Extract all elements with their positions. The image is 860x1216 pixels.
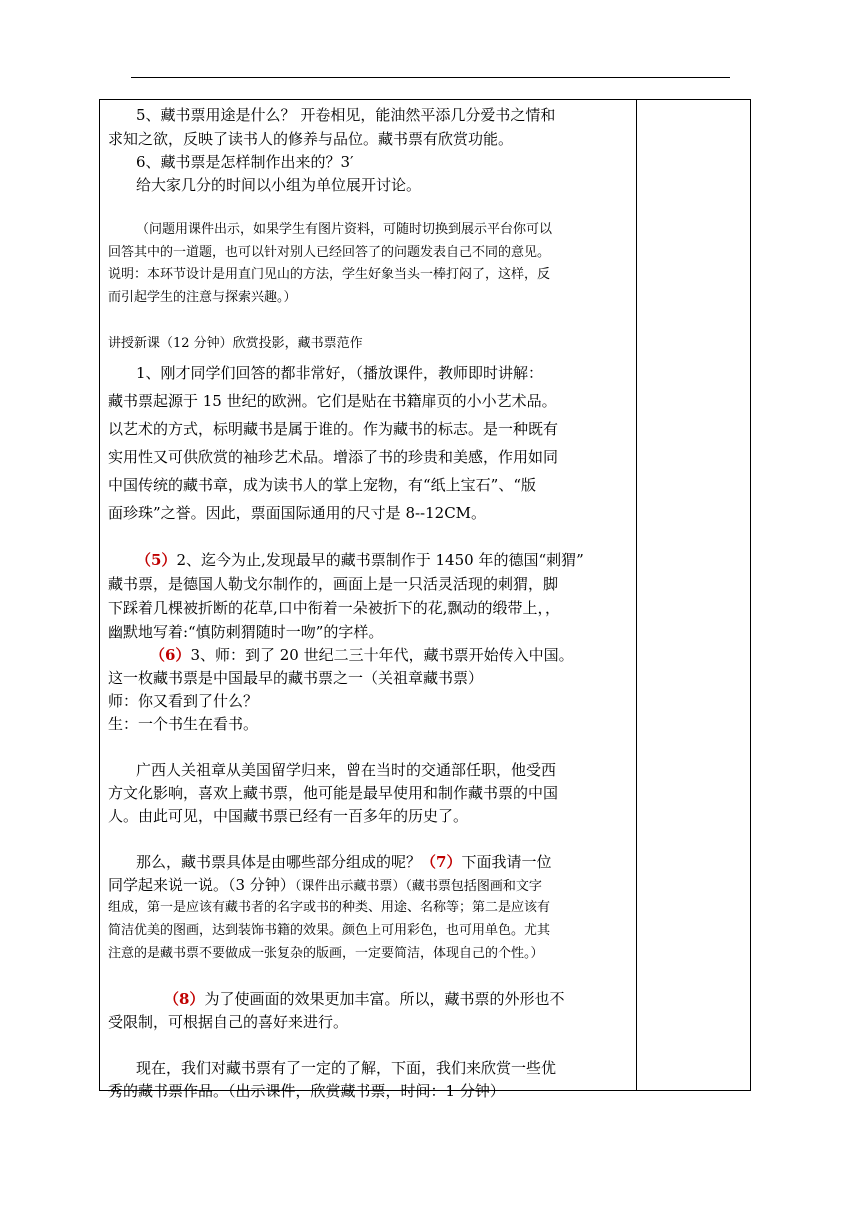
step-marker: （6） [150, 646, 191, 664]
text-line [108, 921, 550, 941]
text-run: 2、迄今为止,发现最早的藏书票制作于 1450 年的德国“刺猬” [176, 551, 584, 569]
text-run: 藏书票起源于 15 世纪的欧洲。它们是贴在书籍扉页的小小艺术品。 [108, 392, 557, 410]
text-line [136, 760, 556, 780]
text-run: 中国传统的藏书章，成为读书人的掌上宠物，有“纸上宝石”、“版 [108, 476, 537, 494]
text-line [108, 598, 560, 618]
header-rule [131, 77, 730, 78]
text-line [150, 645, 574, 665]
text-line [108, 668, 483, 688]
text-line [136, 105, 555, 125]
text-run: 方文化影响，喜欢上藏书票，他可能是最早使用和制作藏书票的中国 [108, 784, 559, 802]
text-run: 受限制，可根据自己的喜好来进行。 [108, 1013, 349, 1031]
text-line [108, 574, 558, 594]
text-line [136, 175, 421, 195]
table-column-divider [636, 99, 637, 1091]
text-line [108, 129, 513, 149]
text-run: 而引起学生的注意与探索兴趣。） [108, 290, 297, 305]
text-line [136, 363, 543, 383]
step-marker: （7） [421, 853, 462, 871]
text-line [108, 447, 558, 467]
step-marker: （8） [164, 990, 205, 1008]
text-line [136, 550, 584, 570]
text-line [108, 288, 297, 308]
text-run: 面珍珠”之誉。因此，票面国际通用的尺寸是 8--12CM。 [108, 504, 487, 522]
text-run: 5、藏书票用途是什么？ 开卷相见，能油然平添几分爱书之情和 [136, 106, 556, 124]
text-line [164, 989, 564, 1009]
text-run: 下面我请一位 [461, 853, 552, 871]
text-line [136, 152, 354, 172]
text-run: 说明：本环节设计是用直门见山的方法，学生好象当头一棒打闷了，这样，反 [108, 267, 551, 282]
text-line [108, 334, 363, 354]
text-line [108, 419, 558, 439]
text-run: 以艺术的方式，标明藏书是属于谁的。作为藏书的标志。是一种既有 [108, 420, 559, 438]
text-line [108, 1012, 348, 1032]
text-run: 3、师：到了 20 世纪二三十年代，藏书票开始传入中国。 [190, 646, 574, 664]
text-line [108, 391, 557, 411]
text-run: 为了使画面的效果更加丰富。所以，藏书票的外形也不 [204, 990, 565, 1008]
text-run: 给大家几分的时间以小组为单位展开讨论。 [136, 176, 422, 194]
text-line [136, 220, 552, 240]
text-run: （课件出示藏书票）（藏书票包括图画和文字 [294, 879, 542, 894]
text-run: 简洁优美的图画，达到装饰书籍的效果。颜色上可用彩色，也可用单色。尤其 [108, 923, 551, 938]
text-line [108, 622, 383, 642]
text-line [136, 1058, 556, 1078]
text-run: 这一枚藏书票是中国最早的藏书票之一（关祖章藏书票） [108, 669, 484, 687]
text-run: 师：你又看到了什么？ [108, 692, 259, 710]
text-line [108, 898, 550, 918]
text-run: 秀的藏书票作品。（出示课件，欣赏藏书票，时间：1 分钟） [108, 1082, 505, 1100]
text-line [108, 503, 486, 523]
text-line [136, 852, 551, 872]
text-run: 现在，我们对藏书票有了一定的了解，下面，我们来欣赏一些优 [136, 1059, 557, 1077]
step-marker: （5） [136, 551, 177, 569]
text-run: 回答其中的一道题，也可以针对别人已经回答了的问题发表自己不同的意见。 [108, 245, 551, 260]
text-run: 同学起来说一说。（3 分钟） [108, 876, 295, 894]
text-line [108, 265, 550, 285]
text-run: 注意的是藏书票不要做成一张复杂的版画，一定要简洁，体现自己的个性。） [108, 946, 544, 961]
text-run: 广西人关祖章从美国留学归来，曾在当时的交通部任职，他受西 [136, 761, 557, 779]
text-line [108, 714, 258, 734]
text-run: 那么，藏书票具体是由哪些部分组成的呢？ [136, 853, 422, 871]
text-line [108, 691, 258, 711]
text-run: 人。由此可见，中国藏书票已经有一百多年的历史了。 [108, 807, 469, 825]
text-run: 藏书票，是德国人勒戈尔制作的，画面上是一只活灵活现的刺猬，脚 [108, 575, 559, 593]
text-run: 讲授新课（12 分钟）欣赏投影，藏书票范作 [108, 336, 363, 351]
text-line [108, 783, 558, 803]
text-run: 幽默地写着:“慎防刺猬随时一吻”的字样。 [108, 623, 384, 641]
text-line [108, 1081, 505, 1101]
text-line [108, 875, 542, 897]
text-line [108, 806, 468, 826]
text-run: 下踩着几棵被折断的花草,口中衔着一朵被折下的花,飘动的缎带上，， [108, 599, 561, 617]
text-run: 实用性又可供欣赏的袖珍艺术品。增添了书的珍贵和美感，作用如同 [108, 448, 559, 466]
text-run: 1、刚才同学们回答的都非常好，（播放课件，教师即时讲解： [136, 364, 544, 382]
text-line [108, 944, 544, 964]
text-line [108, 243, 550, 263]
text-run: （问题用课件出示，如果学生有图片资料，可随时切换到展示平台你可以 [136, 222, 553, 237]
text-run: 求知之欲，反映了读书人的修养与品位。藏书票有欣赏功能。 [108, 130, 514, 148]
text-run: 6、藏书票是怎样制作出来的？3′ [136, 153, 354, 171]
text-run: 组成，第一是应该有藏书者的名字或书的种类、用途、名称等；第二是应该有 [108, 900, 551, 915]
text-run: 生：一个书生在看书。 [108, 715, 259, 733]
text-line [108, 475, 536, 495]
